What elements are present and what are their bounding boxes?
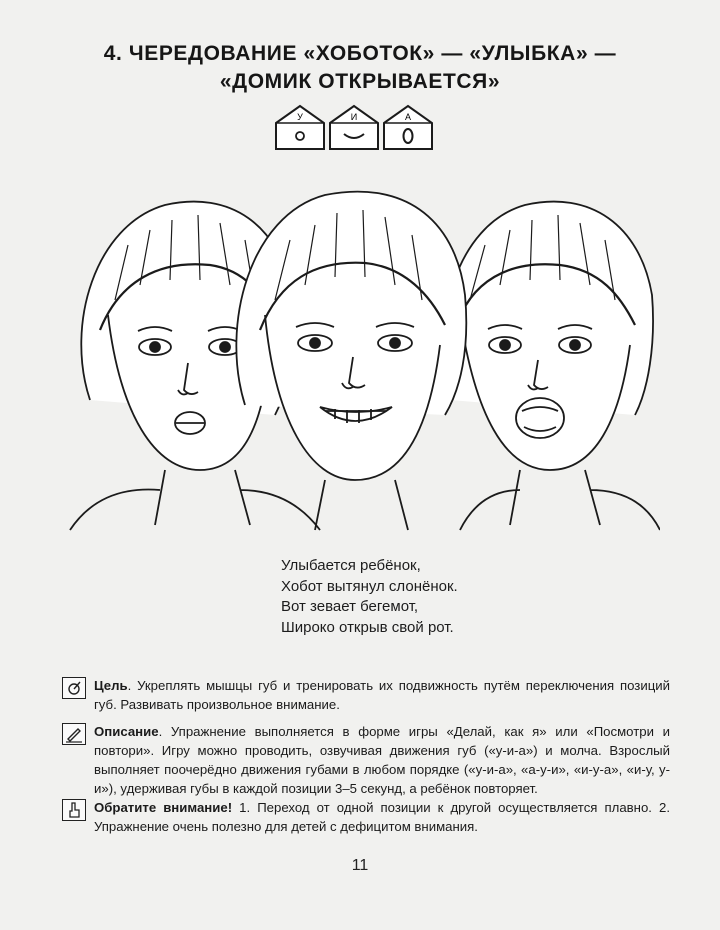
house-letter-u: У: [297, 112, 303, 122]
goal-text: [94, 676, 670, 714]
poem-line-3: Вот зевает бегемот,: [281, 598, 419, 615]
note-label: Обратите внимание!: [94, 800, 233, 815]
house-letter-i: И: [350, 112, 358, 122]
poem-line-1: Улыбается ребёнок,: [281, 557, 421, 574]
pencil-icon: [62, 723, 86, 745]
house-a: [384, 106, 432, 149]
description-body: . Упражнение выполняется в форме игры «Делай, как я» или «Посмотри и повтори». Игру можно проводить, озвучивая движения губ («у-и-а») и молча. Взрослый выполняет поочерёдно движения губами в любом порядке («у-и-а», «а-у-и», «и-у-а», «и-у, у-и»), удерживая губы в каждой позиции 3–5 секунд, а ребёнок повторяет.: [94, 724, 670, 796]
note-body: 1. Переход от одной позиции к другой осуществляется плавно. 2. Упражнение очень полезно для детей с дефицитом внимания.: [94, 800, 670, 834]
poem-line-4: Широко открыв свой рот.: [281, 618, 454, 636]
title-line-1: 4. ЧЕРЕДОВАНИЕ «ХОБОТОК» — «УЛЫБКА» —: [103, 42, 617, 65]
page-title: [0, 40, 720, 96]
goal-label: Цель: [94, 678, 128, 693]
description-text: [94, 722, 670, 798]
page-number: 11: [351, 857, 369, 874]
children-faces-illustration: [60, 185, 660, 545]
goal-section: [62, 676, 670, 714]
title-line-2: «ДОМИК ОТКРЫВАЕТСЯ»: [219, 70, 501, 93]
description-label: Описание: [94, 724, 159, 739]
note-text: [94, 798, 670, 836]
description-section: [62, 722, 670, 798]
face-smiling: [236, 192, 466, 530]
house-i: [330, 106, 378, 149]
target-icon: [62, 677, 86, 699]
note-section: [62, 798, 670, 836]
poem: [281, 556, 458, 638]
house-u: [276, 106, 324, 149]
goal-body: . Укреплять мышцы губ и тренировать их подвижность путём переключения позиций губ. Развивать произвольное внимание.: [94, 678, 670, 712]
pointing-hand-icon: [62, 799, 86, 821]
poem-line-2: Хобот вытянул слонёнок.: [281, 577, 458, 595]
face-open-mouth: [443, 202, 660, 530]
house-letter-a: А: [404, 112, 412, 122]
articulation-houses: [272, 103, 442, 153]
